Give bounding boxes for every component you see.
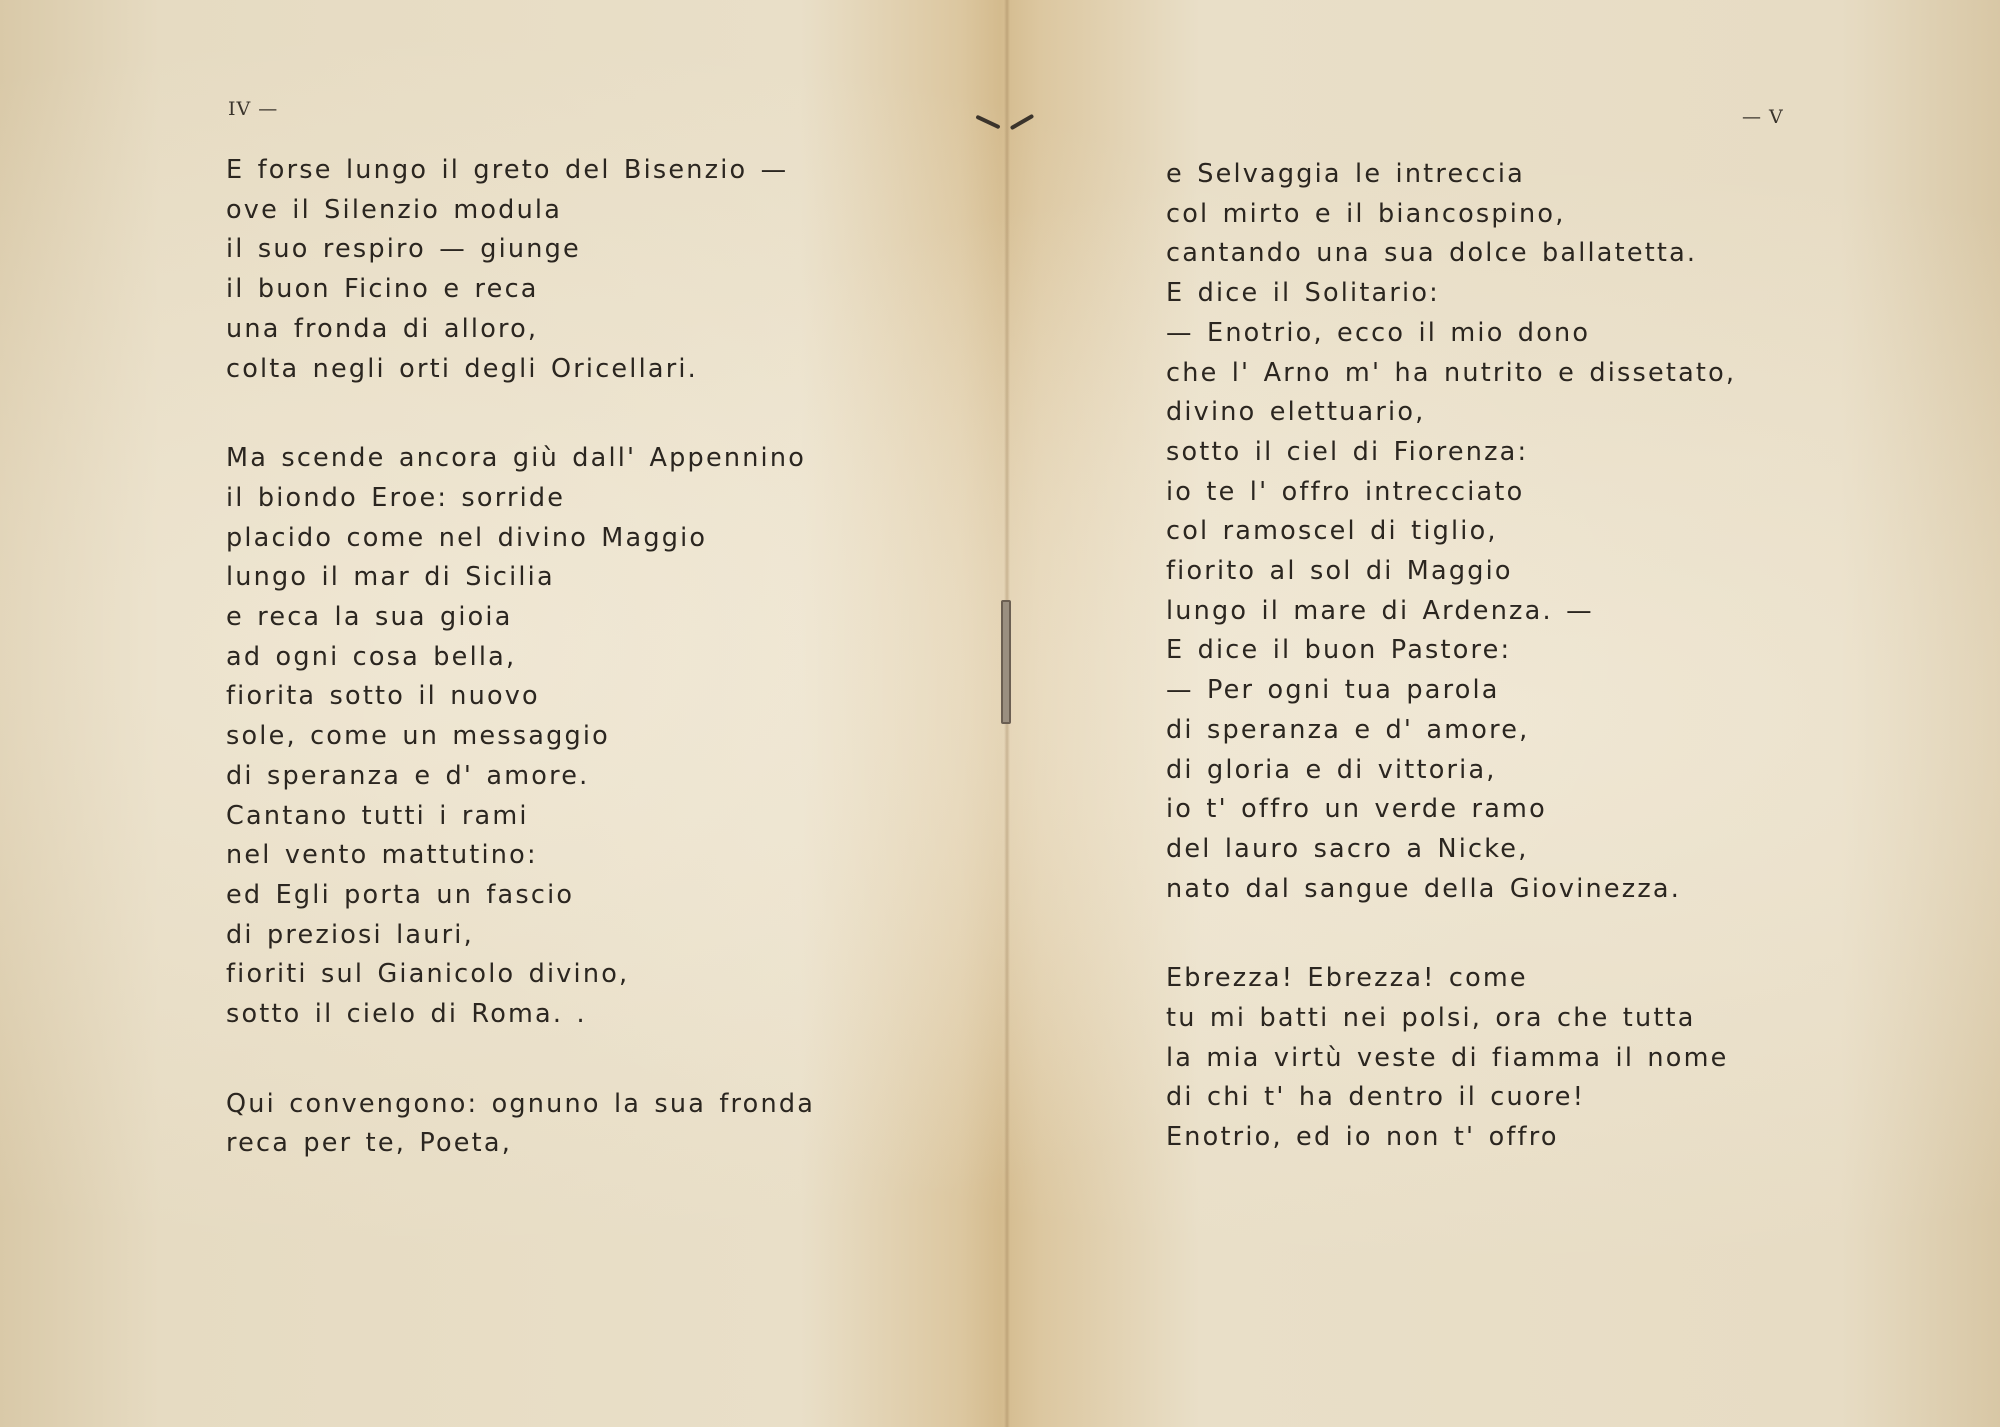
stanza bbox=[1166, 959, 1736, 1158]
verse-line: sotto il cielo di Roma. . bbox=[226, 999, 587, 1030]
verse-line: col mirto e il biancospino, bbox=[1166, 198, 1566, 229]
verse-line: fioriti sul Gianicolo divino, bbox=[226, 959, 630, 990]
verse-line: nato dal sangue della Giovinezza. bbox=[1166, 873, 1682, 904]
verse-line: colta negli orti degli Oricellari. bbox=[226, 353, 698, 384]
verse-line: di preziosi lauri, bbox=[226, 919, 474, 950]
left-page-text bbox=[226, 151, 815, 1164]
verse-line: col ramoscel di tiglio, bbox=[1166, 516, 1498, 547]
verse-line: la mia virtù veste di fiamma il nome bbox=[1166, 1042, 1729, 1073]
left-page-number: IV — bbox=[228, 98, 279, 120]
stanza bbox=[1166, 155, 1736, 909]
verse-line: il biondo Eroe: sorride bbox=[226, 482, 566, 513]
verse-line: ad ogni cosa bella, bbox=[226, 641, 517, 672]
verse-line: Cantano tutti i rami bbox=[226, 800, 529, 831]
verse-line: il suo respiro — giunge bbox=[226, 234, 581, 265]
verse-line: di gloria e di vittoria, bbox=[1166, 754, 1497, 785]
verse-line: nel vento mattutino: bbox=[226, 840, 538, 871]
verse-line: lungo il mare di Ardenza. — bbox=[1166, 595, 1594, 626]
verse-line: — Per ogni tua parola bbox=[1166, 675, 1500, 706]
verse-line: ove il Silenzio modula bbox=[226, 194, 563, 225]
verse-line: Ma scende ancora giù dall' Appennino bbox=[226, 443, 807, 474]
verse-line: e reca la sua gioia bbox=[226, 602, 513, 633]
verse-line: cantando una sua dolce ballatetta. bbox=[1166, 238, 1698, 269]
verse-line: il buon Ficino e reca bbox=[226, 274, 539, 305]
verse-line: Ebrezza! Ebrezza! come bbox=[1166, 963, 1528, 994]
stanza bbox=[226, 1085, 815, 1164]
verse-line: E dice il buon Pastore: bbox=[1166, 635, 1512, 666]
verse-line: divino elettuario, bbox=[1166, 397, 1426, 428]
verse-line: sole, come un messaggio bbox=[226, 721, 610, 752]
stanza bbox=[226, 151, 815, 389]
verse-line: Qui convengono: ognuno la sua fronda bbox=[226, 1088, 816, 1119]
right-page-number: — V bbox=[1742, 106, 1784, 128]
verse-line: lungo il mar di Sicilia bbox=[226, 562, 555, 593]
verse-line: Enotrio, ed io non t' offro bbox=[1166, 1122, 1559, 1153]
verse-line: — Enotrio, ecco il mio dono bbox=[1166, 317, 1591, 348]
verse-line: E dice il Solitario: bbox=[1166, 278, 1440, 309]
verse-line: E forse lungo il greto del Bisenzio — bbox=[226, 155, 789, 185]
verse-line: reca per te, Poeta, bbox=[226, 1128, 513, 1159]
verse-line: del lauro sacro a Nicke, bbox=[1166, 833, 1529, 864]
verse-line: tu mi batti nei polsi, ora che tutta bbox=[1166, 1003, 1696, 1034]
verse-line: placido come nel divino Maggio bbox=[226, 522, 708, 553]
verse-line: e Selvaggia le intreccia bbox=[1166, 159, 1525, 189]
verse-line: che l' Arno m' ha nutrito e dissetato, bbox=[1166, 357, 1737, 388]
verse-line: fiorita sotto il nuovo bbox=[226, 681, 540, 712]
staple-middle bbox=[1001, 600, 1011, 724]
verse-line: ed Egli porta un fascio bbox=[226, 879, 575, 910]
verse-line: una fronda di alloro, bbox=[226, 313, 539, 344]
verse-line: io t' offro un verde ramo bbox=[1166, 794, 1547, 825]
verse-line: fiorito al sol di Maggio bbox=[1166, 556, 1513, 587]
verse-line: di chi t' ha dentro il cuore! bbox=[1166, 1082, 1586, 1113]
stanza bbox=[226, 439, 815, 1035]
staple-top bbox=[975, 118, 1035, 126]
verse-line: di speranza e d' amore. bbox=[226, 760, 590, 791]
verse-line: di speranza e d' amore, bbox=[1166, 714, 1530, 745]
verse-line: sotto il ciel di Fiorenza: bbox=[1166, 436, 1529, 467]
verse-line: io te l' offro intrecciato bbox=[1166, 476, 1525, 507]
right-page-text bbox=[1166, 155, 1736, 1158]
